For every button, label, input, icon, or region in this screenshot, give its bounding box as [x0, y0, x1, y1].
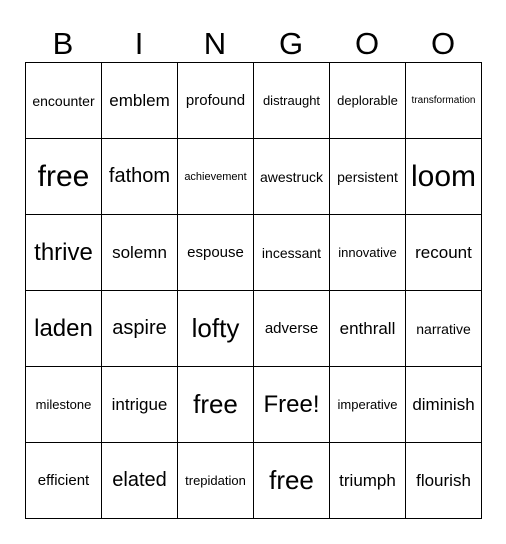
bingo-cell[interactable]: free — [178, 367, 254, 443]
header-letter-o-2: O — [430, 26, 456, 61]
bingo-board — [25, 62, 482, 519]
bingo-cell[interactable]: recount — [406, 215, 482, 291]
bingo-cell[interactable]: persistent — [330, 139, 406, 215]
bingo-cell[interactable]: free — [26, 139, 102, 215]
bingo-cell[interactable]: achievement — [178, 139, 254, 215]
header-letter-i: I — [134, 26, 144, 61]
bingo-cell[interactable]: awestruck — [254, 139, 330, 215]
header-letter-n: N — [203, 26, 227, 61]
bingo-cell[interactable]: thrive — [26, 215, 102, 291]
bingo-cell[interactable]: trepidation — [178, 443, 254, 519]
bingo-cell[interactable]: triumph — [330, 443, 406, 519]
bingo-cell[interactable]: loom — [406, 139, 482, 215]
bingo-cell[interactable]: imperative — [330, 367, 406, 443]
bingo-cell[interactable]: flourish — [406, 443, 482, 519]
header-letter-g: G — [278, 26, 304, 61]
bingo-cell[interactable]: Free! — [254, 367, 330, 443]
bingo-cell[interactable]: encounter — [26, 63, 102, 139]
bingo-cell[interactable]: lofty — [178, 291, 254, 367]
bingo-cell[interactable]: espouse — [178, 215, 254, 291]
header-letter-b: B — [52, 26, 74, 61]
bingo-cell[interactable]: profound — [178, 63, 254, 139]
bingo-cell[interactable]: milestone — [26, 367, 102, 443]
bingo-cell[interactable]: elated — [102, 443, 178, 519]
bingo-cell[interactable]: efficient — [26, 443, 102, 519]
bingo-cell[interactable]: laden — [26, 291, 102, 367]
bingo-cell[interactable]: narrative — [406, 291, 482, 367]
bingo-cell[interactable]: deplorable — [330, 63, 406, 139]
bingo-cell[interactable]: innovative — [330, 215, 406, 291]
bingo-cell[interactable]: free — [254, 443, 330, 519]
bingo-cell[interactable]: transformation — [406, 63, 482, 139]
bingo-cell[interactable]: solemn — [102, 215, 178, 291]
bingo-cell[interactable]: diminish — [406, 367, 482, 443]
bingo-cell[interactable]: incessant — [254, 215, 330, 291]
bingo-cell[interactable]: enthrall — [330, 291, 406, 367]
bingo-cell[interactable]: adverse — [254, 291, 330, 367]
bingo-cell[interactable]: emblem — [102, 63, 178, 139]
bingo-header — [25, 24, 481, 64]
bingo-cell[interactable]: distraught — [254, 63, 330, 139]
bingo-cell[interactable]: fathom — [102, 139, 178, 215]
header-letter-o: O — [354, 26, 380, 61]
bingo-cell[interactable]: aspire — [102, 291, 178, 367]
bingo-cell[interactable]: intrigue — [102, 367, 178, 443]
